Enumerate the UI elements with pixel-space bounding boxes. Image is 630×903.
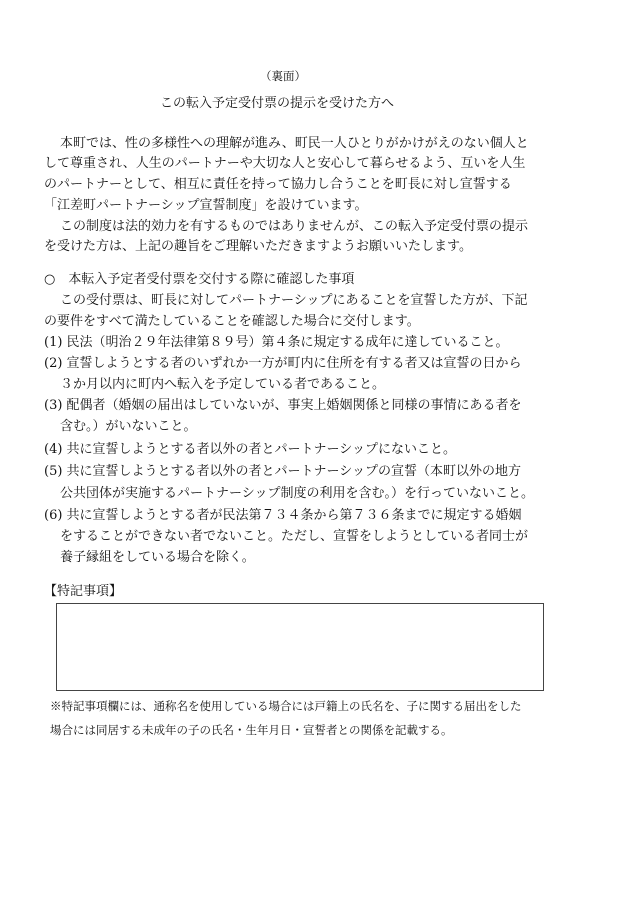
section-intro-line: の要件をすべて満たしていることを確認した場合に交付します。	[44, 314, 420, 329]
special-notes-label: 【特記事項】	[44, 584, 123, 599]
requirement-item-2: (2) 宣誓しようとする者のいずれか一方が町内に住所を有する者又は宣誓の日から	[44, 356, 522, 371]
intro-line: 本町では、性の多様性への理解が進み、町民一人ひとりがかけがえのない個人と	[60, 136, 529, 151]
page-title: この転入予定受付票の提示を受けた方へ	[160, 96, 395, 111]
intro-line: この制度は法的効力を有するものではありませんが、この転入予定受付票の提示	[60, 219, 529, 234]
special-notes-field[interactable]	[56, 603, 544, 691]
requirement-item-6-cont: 養子縁組をしている場合を除く。	[60, 550, 255, 565]
intro-line: を受けた方は、上記の趣旨をご理解いただきますようお願いいたします。	[44, 239, 472, 254]
requirement-item-3-cont: 含む。）がいないこと。	[60, 419, 197, 434]
requirement-item-2-cont: ３か月以内に町内へ転入を予定している者であること。	[60, 377, 386, 392]
requirement-item-6-cont: をすることができない者でないこと。ただし、宣誓をしようとしている者同士が	[60, 529, 529, 544]
special-notes-note: ※特記事項欄には、通称名を使用している場合には戸籍上の氏名を、子に関する届出をした	[50, 699, 522, 713]
special-notes-note: 場合には同居する未成年の子の氏名・生年月日・宣誓者との関係を記載する。	[50, 723, 453, 737]
requirement-item-3: (3) 配偶者（婚姻の届出はしていないが、事実上婚姻関係と同様の事情にある者を	[44, 398, 522, 413]
intro-line: 「江差町パートナーシップ宣誓制度」を設けています。	[44, 198, 368, 213]
requirement-item-5: (5) 共に宣誓しようとする者以外の者とパートナーシップの宣誓（本町以外の地方	[44, 464, 522, 479]
section-intro-line: この受付票は、町長に対してパートナーシップにあることを宣誓した方が、下記	[60, 293, 528, 308]
requirement-item-6: (6) 共に宣誓しようとする者が民法第７３４条から第７３６条までに規定する婚姻	[44, 508, 522, 523]
page-side-label: （裏面）	[260, 69, 306, 83]
requirement-item-1: (1) 民法（明治２９年法律第８９号）第４条に規定する成年に達していること。	[44, 335, 509, 350]
intro-line: のパートナーとして、相互に責任を持って協力し合うことを町長に対し宣誓する	[44, 177, 512, 192]
requirement-item-4: (4) 共に宣誓しようとする者以外の者とパートナーシップにないこと。	[44, 442, 457, 457]
requirement-item-5-cont: 公共団体が実施するパートナーシップ制度の利用を含む。）を行っていないこと。	[60, 486, 534, 501]
intro-line: して尊重され、人生のパートナーや大切な人と安心して暮らせるよう、互いを人生	[44, 156, 526, 171]
section-heading: ○ 本転入予定者受付票を交付する際に確認した事項	[44, 272, 355, 287]
